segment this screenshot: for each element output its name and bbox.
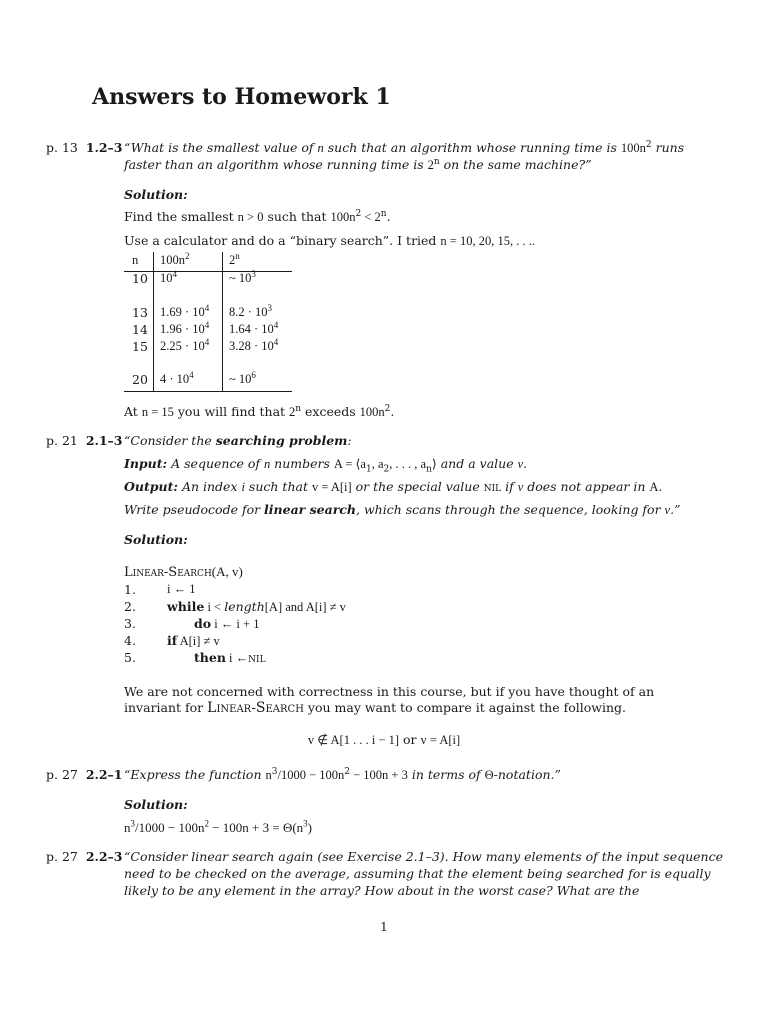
code-line: then i ←nil <box>194 650 266 665</box>
table-cell: 14 <box>132 322 148 337</box>
table-cell: 10 <box>132 271 148 286</box>
exercise-number: 1.2–3 <box>85 140 123 155</box>
line-number: 4. <box>124 633 136 648</box>
question-line: Write pseudocode for linear search, which scans through the sequence, looking for v.” <box>124 502 681 517</box>
problem-ref-1-2-3 <box>46 140 123 155</box>
code-line: do i ← i + 1 <box>194 616 260 631</box>
question-line: “Express the function $n^3/1000 - 100n^2 - 100n + 3$ in terms of Θ-notation.” <box>124 766 561 782</box>
exercise-number: 2.2–3 <box>85 849 123 864</box>
question-line: Output: An index i such that v = A[i] or the special value nil if v does not appear in A. <box>124 479 663 494</box>
table-cell: ~ $10^6$ <box>229 369 256 386</box>
page-title: Answers to Homework 1 <box>92 84 391 110</box>
conclusion-text: At n = 15 you will find that 2$^n$ exceeds $100n^2$. <box>124 403 395 419</box>
table-cell: 20 <box>132 372 148 387</box>
paragraph-line: We are not concerned with correctness in this course, but if you have thought of an <box>124 684 655 699</box>
problem-ref-2-2-3 <box>46 849 123 864</box>
table-cell: $1.64 \cdot 10^4$ <box>229 319 279 336</box>
question-line: faster than an algorithm whose running time is 2$^n$ on the same machine?” <box>124 156 592 172</box>
page-ref: p. 21 <box>46 433 78 448</box>
table-cell: $8.2 \cdot 10^3$ <box>229 302 273 319</box>
question-line: “Consider linear search again (see Exercise 2.1–3). How many elements of the input sequence <box>124 849 723 864</box>
table-header: n <box>132 253 139 267</box>
solution-label: Solution: <box>124 187 188 202</box>
table-cell: $2.25 \cdot 10^4$ <box>160 336 210 353</box>
paragraph-line: invariant for Linear-Search you may want to compare it against the following. <box>124 700 626 716</box>
question-line: Input: A sequence of n numbers $A = ⟨a_1$, $a_2$, . . . , $a_n⟩$ and a value v. <box>124 456 528 475</box>
table-cell: ~ $10^3$ <box>229 268 256 285</box>
table-cell: $10^4$ <box>160 268 177 285</box>
exercise-number: 2.1–3 <box>85 433 123 448</box>
table-cell: $1.69 \cdot 10^4$ <box>160 302 210 319</box>
code-line: if A[i] ≠ v <box>167 633 220 648</box>
solution-text: Use a calculator and do a “binary search”. I tried n = 10, 20, 15, . . .. <box>124 233 535 248</box>
question-line: need to be checked on the average, assuming that the element being searched for is equally <box>124 866 711 881</box>
page-ref: p. 27 <box>46 849 78 864</box>
results-table <box>124 252 292 392</box>
page-number: 1 <box>380 920 388 934</box>
line-number: 1. <box>124 582 136 597</box>
algorithm-header: Linear-Search(A, v) <box>124 564 243 580</box>
table-header: $100n^2$ <box>160 250 190 267</box>
problem-ref-2-1-3 <box>46 433 123 448</box>
invariant-formula: v ∉ A[1 . . . i − 1] or v = A[i] <box>307 732 461 747</box>
problem-ref-2-2-1 <box>46 767 123 782</box>
solution-text: Find the smallest n > 0 such that $100n^2 < 2^n$. <box>124 208 391 224</box>
table-cell: $1.96 \cdot 10^4$ <box>160 319 210 336</box>
solution-label: Solution: <box>124 532 188 547</box>
table-cell: $3.28 \cdot 10^4$ <box>229 336 279 353</box>
line-number: 2. <box>124 599 136 614</box>
code-line: while i < length[A] and A[i] ≠ v <box>167 599 346 614</box>
question-line: likely to be any element in the array? How about in the worst case? What are the <box>124 883 640 898</box>
table-cell: $4 \cdot 10^4$ <box>160 369 194 386</box>
exercise-number: 2.2–1 <box>85 767 123 782</box>
line-number: 3. <box>124 616 136 631</box>
page-ref: p. 27 <box>46 767 78 782</box>
table-cell: 15 <box>132 339 148 354</box>
solution-label: Solution: <box>124 797 188 812</box>
code-line: i ← 1 <box>167 582 196 596</box>
line-number: 5. <box>124 650 136 665</box>
table-cell: 13 <box>132 305 148 320</box>
table-header: 2$^n$ <box>229 250 240 267</box>
question-line: “Consider the searching problem: <box>124 433 352 448</box>
question-line: “What is the smallest value of n such that an algorithm whose running time is $100n^2$ runs <box>124 139 685 155</box>
page-ref: p. 13 <box>46 140 78 155</box>
answer-formula: $n^3/1000 - 100n^2 - 100n + 3 = \Theta(n^3)$ <box>124 818 313 835</box>
